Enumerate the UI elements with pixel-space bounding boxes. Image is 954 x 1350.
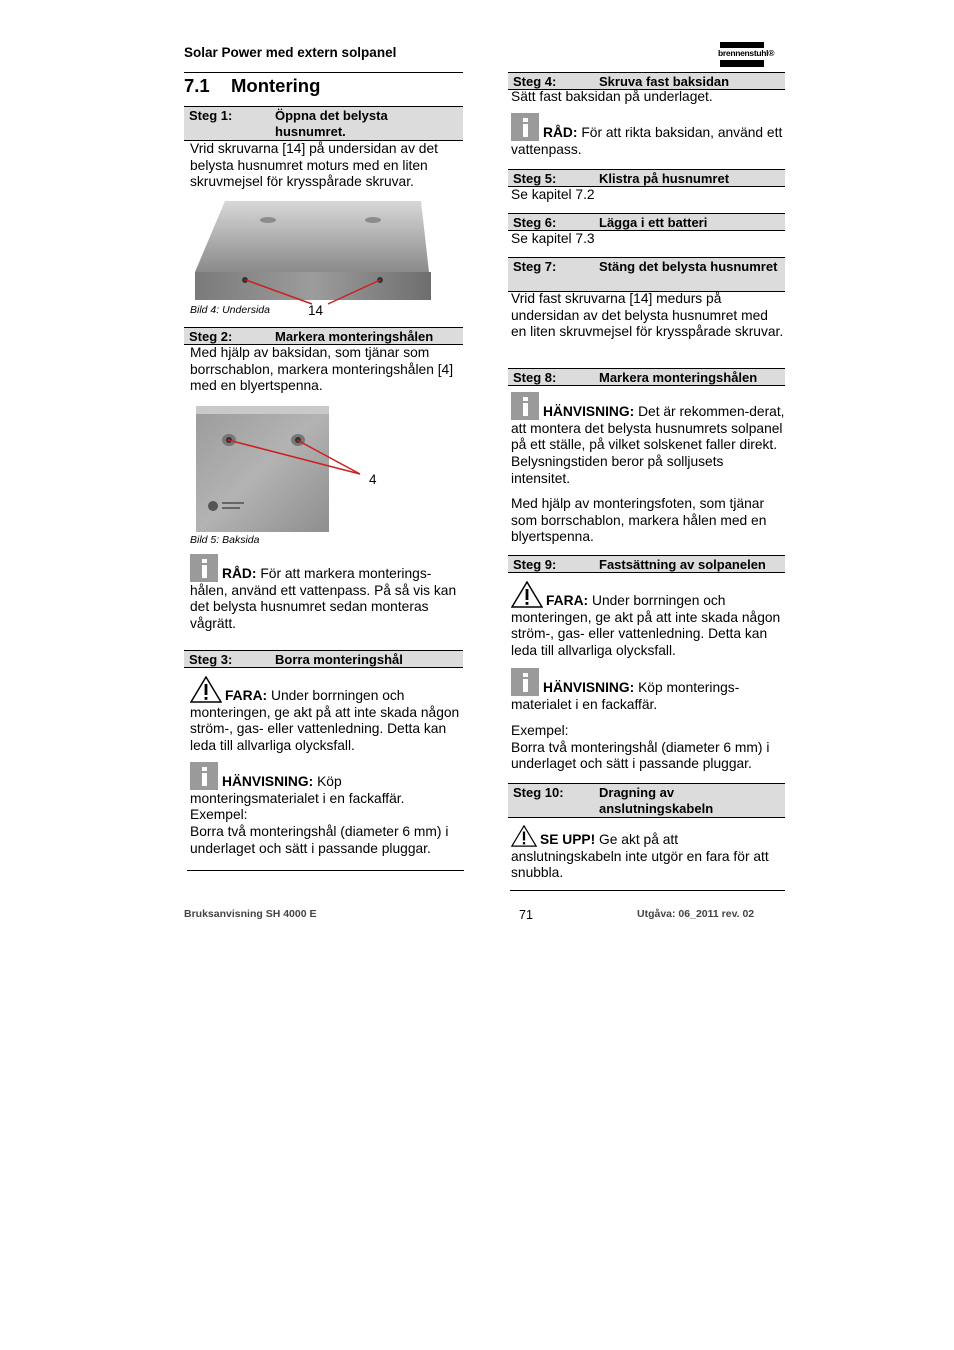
right-column-end-rule: [510, 890, 785, 891]
step-title: Markera monteringshålen: [599, 370, 758, 385]
step-label: Steg 9:: [513, 557, 557, 572]
left-column-end-rule: [187, 870, 464, 871]
info-icon: [190, 554, 218, 582]
step-5-text: Se kapitel 7.2: [511, 187, 595, 202]
figure-4-callout-label: 14: [308, 303, 324, 318]
figure-5-callout-label: 4: [369, 472, 377, 487]
step-3-header: [184, 650, 463, 668]
step-label: Steg 5:: [513, 171, 557, 186]
example-text: Borra två monteringshål (diameter 6 mm) i underlaget och sätt i passande pluggar.: [190, 824, 449, 856]
note-label: HÄNVISNING:: [543, 680, 635, 695]
section-number: 7.1: [184, 75, 210, 96]
step-1-header: [184, 106, 463, 141]
step-title: Öppna det belysta husnumret.: [275, 108, 388, 139]
tip-1: [190, 554, 462, 633]
step-label: Steg 6:: [513, 215, 557, 230]
step-2-text: Med hjälp av baksidan, som tjänar som borrschablon, markera monteringshålen [4] med en blyertspenna.: [190, 345, 454, 394]
step-title: Markera monteringshålen: [275, 329, 434, 344]
step-title: Stäng det belysta husnumret: [599, 259, 778, 274]
note-text: Det är rekommen-derat, att montera det belysta husnumrets solpanel på ett ställe, på vilket solskenet faller direkt. Belysningstiden beror på solljusets intensitet.: [511, 404, 785, 486]
danger-label: FARA:: [546, 593, 589, 608]
note-2: [511, 392, 785, 488]
section-title: Montering: [231, 75, 321, 96]
step-10-header: [508, 783, 785, 818]
step-6-header: [508, 213, 785, 231]
step-4-text: Sätt fast baksidan på underlaget.: [511, 89, 713, 104]
step-label: Steg 2:: [189, 329, 233, 344]
step-title: Fastsättning av solpanelen: [599, 557, 766, 572]
warning-triangle-icon: [511, 581, 543, 608]
tip-text: För att rikta baksidan, använd ett vattenpass.: [511, 125, 783, 157]
note-text: Köp monteringsmaterialet i en fackaffär.: [190, 774, 405, 806]
page-number: 71: [519, 908, 533, 922]
figure-5-callout-lines: [225, 432, 365, 482]
danger-warning-2: [511, 581, 785, 660]
document-header-title: Solar Power med extern solpanel: [184, 45, 397, 60]
tip-2: [511, 113, 783, 158]
step-label: Steg 3:: [189, 652, 233, 667]
brand-logo: [718, 42, 784, 68]
danger-label: FARA:: [225, 688, 268, 703]
step-1-text: Vrid skruvarna [14] på undersidan av det belysta husnumret moturs med en liten skruvmejsel för krysspårade skruvar.: [190, 141, 438, 190]
note-label: HÄNVISNING:: [543, 404, 635, 419]
caution-text: Ge akt på att anslutningskabeln inte utgör en fara för att snubbla.: [511, 832, 769, 881]
info-icon: [511, 668, 539, 696]
step-title: Skruva fast baksidan: [599, 74, 730, 89]
step-label: Steg 1:: [189, 108, 233, 123]
danger-warning-1: [190, 676, 462, 755]
step-2-header: [184, 327, 463, 345]
figure-4-caption: Bild 4: Undersida: [190, 304, 270, 316]
note-3: [511, 668, 785, 713]
tip-label: RÅD:: [543, 125, 578, 140]
tip-label: RÅD:: [222, 566, 257, 581]
info-icon: [190, 762, 218, 790]
note-text: Köp monterings-materialet i en fackaffär.: [511, 680, 740, 712]
step-label: Steg 4:: [513, 74, 557, 89]
step-label: Steg 7:: [513, 259, 557, 274]
note-label: HÄNVISNING:: [222, 774, 314, 789]
caution-warning: [511, 825, 785, 882]
step-9-header: [508, 555, 785, 573]
note-1: [190, 762, 462, 858]
caution-label: SE UPP!: [540, 832, 596, 847]
step-title: Klistra på husnumret: [599, 171, 730, 186]
step-label: Steg 10:: [513, 785, 564, 800]
step-8-text: Med hjälp av monteringsfoten, som tjänar som borrschablon, markera hålen med en blyertspenna.: [511, 496, 767, 545]
step-label: Steg 8:: [513, 370, 557, 385]
example-label: Exempel:: [190, 807, 248, 823]
danger-text: Under borrningen och monteringen, ge akt på att inte skada någon ström-, gas- eller vattenledning. Detta kan leda till allvarliga olycksfall.: [511, 593, 781, 659]
step-7-header: [508, 257, 785, 292]
danger-text: Under borrningen och monteringen, ge akt på att inte skada någon ström-, gas- eller vattenledning. Detta kan leda till allvarliga olycksfall.: [190, 688, 460, 754]
step-6-text: Se kapitel 7.3: [511, 231, 595, 246]
brand-logo-text: brennenstuhl®: [718, 48, 775, 58]
example-text: Borra två monteringshål (diameter 6 mm) i underlaget och sätt i passande pluggar.: [511, 739, 770, 772]
warning-triangle-icon: [511, 825, 537, 847]
step-5-header: [508, 169, 785, 187]
example-block: [511, 723, 785, 773]
example-label: Exempel:: [511, 723, 569, 738]
figure-5-caption: Bild 5: Baksida: [190, 534, 260, 546]
footer-manual-name: Bruksanvisning SH 4000 E: [184, 908, 317, 920]
step-7-text: Vrid fast skruvarna [14] medurs på undersidan av det belysta husnumret med en liten skruvmejsel för krysspårade skruvar.: [511, 291, 784, 340]
section-heading: [184, 72, 463, 97]
step-title: Borra monteringshål: [275, 652, 403, 667]
step-8-header: [508, 368, 785, 386]
footer-edition: Utgåva: 06_2011 rev. 02: [637, 908, 755, 920]
warning-triangle-icon: [190, 676, 222, 703]
info-icon: [511, 113, 539, 141]
info-icon: [511, 392, 539, 420]
step-title: Lägga i ett batteri: [599, 215, 708, 230]
tip-text: För att markera monterings-hålen, använd ett vattenpass. På så vis kan det belysta husnumret sedan monteras vågrätt.: [190, 566, 457, 632]
step-title: Dragning av anslutningskabeln: [599, 785, 714, 816]
step-4-header: [508, 72, 785, 90]
